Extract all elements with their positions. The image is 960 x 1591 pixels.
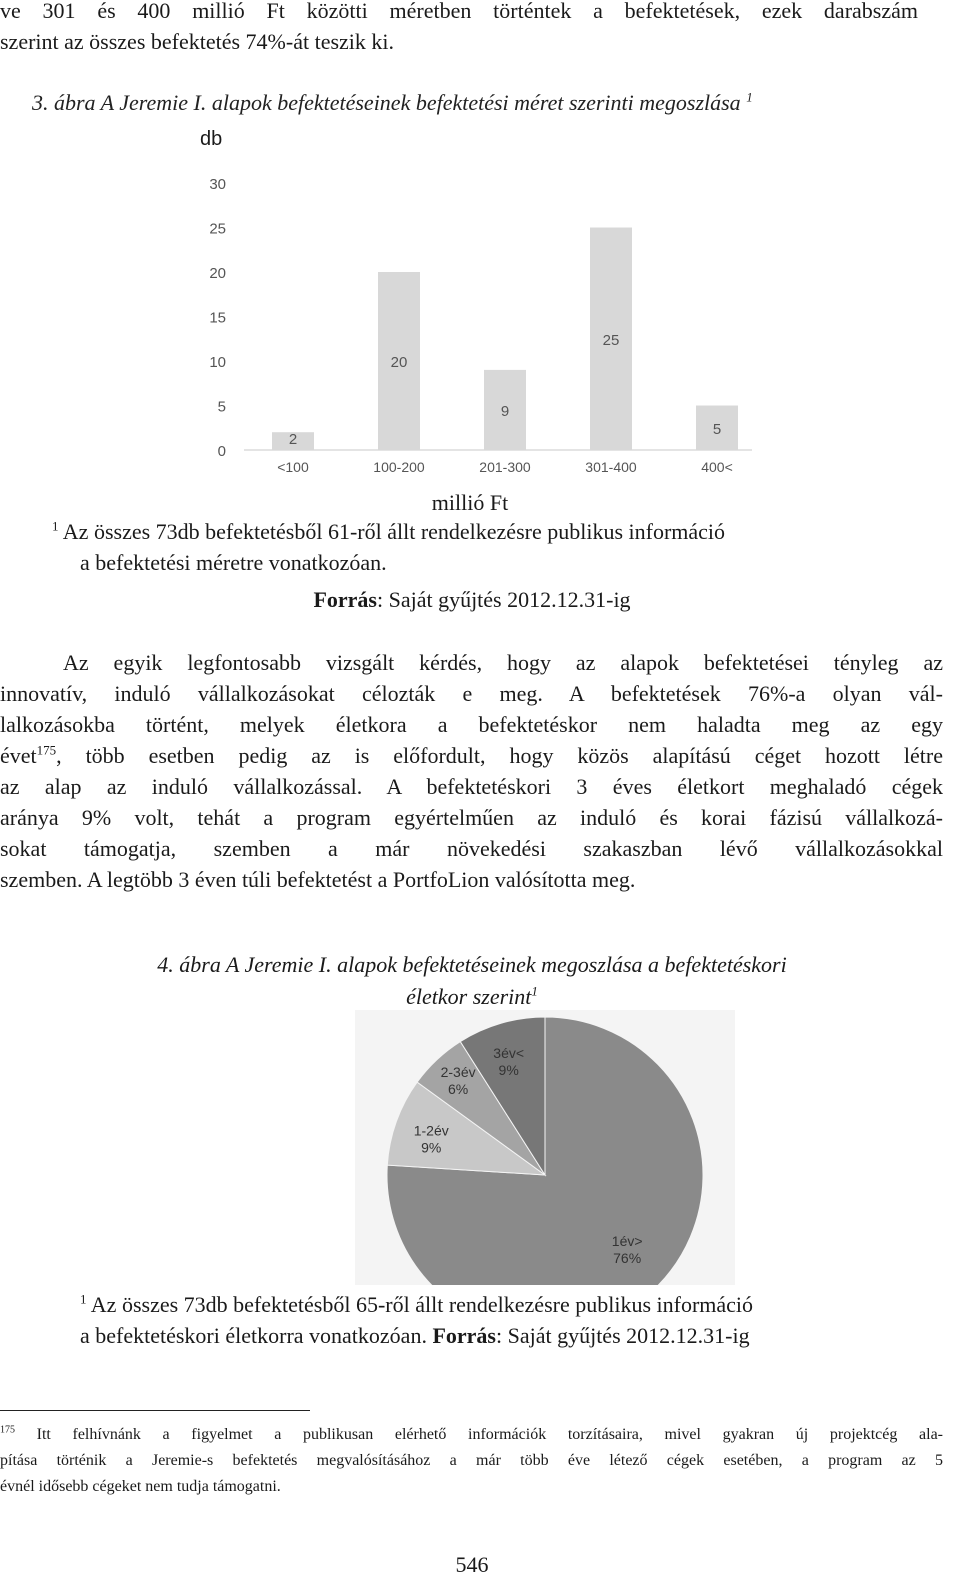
figure-4-caption-line-1: 4. ábra A Jeremie I. alapok befektetéseinek megoszlása a befektetéskori [157, 952, 787, 977]
y-tick-label: 5 [217, 398, 226, 416]
pie-slice-label: 2-3év [440, 1064, 476, 1081]
pie-chart [355, 1010, 735, 1285]
footnote-line-1: Itt felhívnánk a figyelmet a publikusan elérhető információk torzításaira, mivel gyakran új projektcég ala- [36, 1426, 944, 1443]
figure-3-source [0, 585, 944, 616]
bar-chart [0, 160, 960, 490]
body-line-6: aránya 9% volt, tehát a program egyértelműen az induló és korai fázisú vállalkozá- [0, 805, 943, 830]
body-line-7: sokat támogatja, szemben a már növekedési szakaszban lévő vállalkozásokkal [0, 836, 943, 861]
footnote-marker: 175 [0, 1424, 15, 1436]
body-line-2: innovatív, induló vállalkozásokat célozták e meg. A befektetések 76%-a olyan vál- [0, 681, 943, 706]
figure-4-note-line-1: Az összes 73db befektetésből 65-ről állt rendelkezésre publikus információ [90, 1292, 754, 1317]
y-tick-label: 20 [209, 265, 226, 282]
x-tick-label: 100-200 [373, 459, 425, 475]
bar-data-label: 2 [288, 431, 298, 448]
figure-4-source-label: Forrás [432, 1323, 496, 1348]
body-line-3: lalkozásokba történt, melyek életkora a befektetéskor nem haladta meg az egy [0, 712, 943, 737]
x-tick-label: 400< [701, 459, 733, 475]
figure-3-caption [32, 88, 932, 119]
figure-4-note [80, 1290, 950, 1321]
pie-slice-label: 1-2év [413, 1122, 449, 1139]
figure-3-source-text: : Saját gyűjtés 2012.12.31-ig [376, 587, 631, 612]
x-tick-label: 201-300 [479, 459, 531, 475]
y-tick-label: 0 [217, 443, 226, 460]
footnote-divider [0, 1410, 310, 1411]
figure-3-source-label: Forrás [313, 587, 377, 612]
body-line-1: Az egyik legfontosabb vizsgált kérdés, hogy az alapok befektetései tényleg az [63, 650, 943, 675]
pie-slice-percent: 9% [498, 1062, 519, 1079]
figure-4-note-marker: 1 [80, 1291, 87, 1307]
figure-3-note-line-1: Az összes 73db befektetésből 61-ről állt rendelkezésre publikus információ [62, 519, 726, 544]
figure-4-note-line-2-text: a befektetéskori életkorra vonatkozóan. [80, 1323, 433, 1348]
pie-slice-label: 3év< [493, 1045, 525, 1062]
bar-data-label: 20 [390, 354, 408, 371]
intro-line-1: ve 301 és 400 millió Ft közötti méretben történtek a befektetések, ezek darabszám [0, 0, 918, 23]
body-line-4-start: évet [0, 743, 37, 768]
y-tick-label: 30 [209, 176, 226, 193]
pie-slice-percent: 6% [447, 1081, 469, 1098]
figure-4-note-line-2 [80, 1321, 750, 1352]
page-number: 546 [455, 1552, 489, 1577]
figure-3-note [52, 517, 952, 548]
intro-line-2: szerint az összes befektetés 74%-át teszik ki. [0, 29, 395, 54]
figure-3-y-unit: db [200, 128, 223, 150]
x-tick-label: <100 [277, 459, 309, 475]
bar-data-label: 5 [712, 420, 722, 438]
body-line-4 [0, 741, 943, 772]
pie-slice-percent: 9% [421, 1139, 442, 1156]
figure-3-note-marker: 1 [52, 518, 59, 534]
figure-4-caption-line-2 [0, 982, 944, 1013]
pie-slice-percent: 76% [613, 1250, 642, 1267]
figure-4-source-text: : Saját gyűjtés 2012.12.31-ig [495, 1323, 750, 1348]
bar-data-label: 25 [602, 331, 620, 349]
footnote-ref-175: 175 [36, 742, 57, 758]
figure-3-caption-sup: 1 [746, 89, 753, 105]
figure-3-caption-text: 3. ábra A Jeremie I. alapok befektetéseinek befektetési méret szerinti megoszlása [32, 90, 741, 115]
figure-4-caption-sup: 1 [531, 983, 538, 999]
figure-3-x-unit: millió Ft [431, 490, 509, 515]
x-tick-label: 301-400 [585, 459, 637, 475]
footnote-175 [0, 1422, 943, 1448]
y-tick-label: 10 [209, 354, 226, 371]
y-tick-label: 15 [209, 309, 226, 327]
body-line-5: az alap az induló vállalkozással. A befektetéskori 3 éves életkort meghaladó cégek [0, 774, 943, 799]
bar-data-label: 9 [500, 402, 510, 420]
y-tick-label: 25 [209, 220, 226, 238]
figure-4-caption-line-2-text: életkor szerint [406, 984, 532, 1009]
pie-slice-label: 1év> [611, 1233, 643, 1250]
body-line-8: szemben. A legtöbb 3 éven túli befektetést a PortfoLion valósította meg. [0, 867, 636, 892]
figure-3-note-line-2: a befektetési méretre vonatkozóan. [80, 550, 387, 575]
footnote-line-3: évnél idősebb cégeket nem tudja támogatni. [0, 1478, 281, 1495]
footnote-line-2: pítása történik a Jeremie-s befektetés megvalósításához a már több éve létező cégek esetében, a program az 5 [0, 1452, 943, 1469]
body-line-4-rest: , több esetben pedig az is előfordult, hogy közös alapítású céget hozott létre [56, 743, 943, 768]
